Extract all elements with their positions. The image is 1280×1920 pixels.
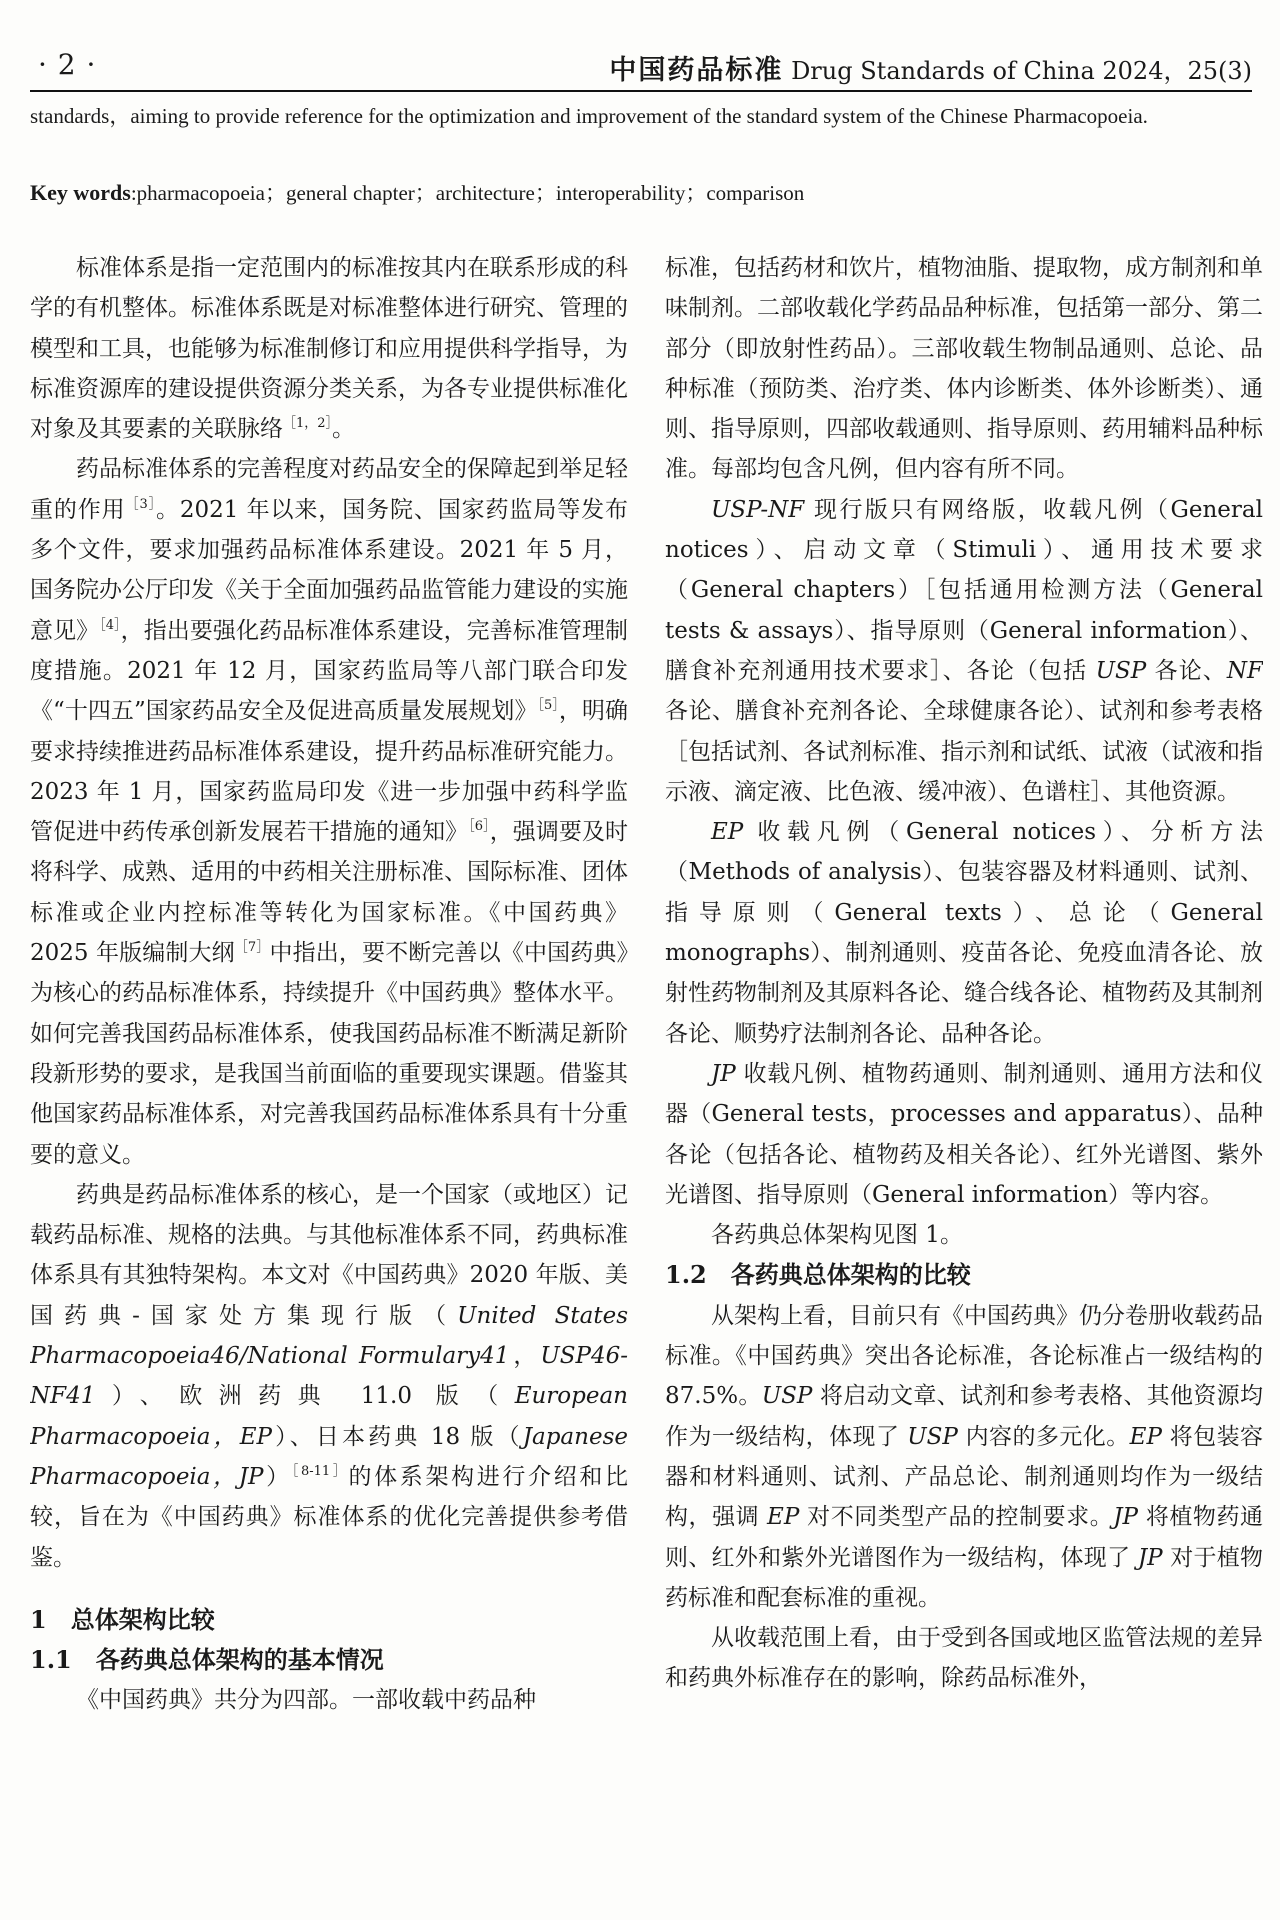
abstract-tail: standards，aiming to provide reference for the optimization and improvement of the standard system of the Chinese Pharmacopoeia. (30, 104, 1148, 128)
citation: ［8-11］ (291, 1463, 349, 1479)
citation: ［1，2］ (283, 416, 333, 432)
paragraph-usp-nf: USP-NF 现行版只有网络版，收载凡例（General notices）、启动文章（Stimuli）、通用技术要求（General chapters）［包括通用检测方法（General tests & assays）、指导原则（General information）、膳食补充剂通用技术要求］、各论（包括 USP 各论、NF 各论、膳食补充剂各论、全球健康各论）、试剂和参考表格［包括试剂、各试剂标准、指示剂和试纸、试液（试液和指示液、滴定液、比色液、缓冲液）、色谱柱］、其他资源。 (665, 496, 1263, 805)
keywords: Key words:pharmacopoeia；general chapter；architecture；interoperability；comparison (30, 180, 805, 205)
citation: ［7］ (234, 940, 270, 956)
section-heading-1-1: 1.1 各药典总体架构的基本情况 (30, 1645, 384, 1675)
journal-title-cn: 中国药品标准 (609, 55, 784, 86)
keywords-text: pharmacopoeia；general chapter；architecture；interoperability；comparison (136, 181, 805, 205)
journal-title-en: Drug Standards of China 2024，25(3) (791, 57, 1252, 85)
paragraph-jp: JP 收载凡例、植物药通则、制剂通则、通用方法和仪器（General tests，processes and apparatus）、品种各论（包括各论、植物药及相关各论）、红外光谱图、紫外光谱图、指导原则（General information）等内容。 (665, 1060, 1263, 1208)
paragraph-scope: 从收载范围上看，由于受到各国或地区监管法规的差异和药典外标准存在的影响，除药品标准外， (665, 1625, 1263, 1692)
section-heading-1: 1 总体架构比较 (30, 1604, 215, 1634)
paragraph-policy: 药品标准体系的完善程度对药品安全的保障起到举足轻重的作用$^{[3]}$。2021 年以来，国务院、国家药监局等发布多个文件，要求加强药品标准体系建设。2021 年 5 月，国务院办公厅印发《关于全面加强药品监管能力建设的实施意见》$^{[4]}$，指出要强化药品标准体系建设，完善标准管理制度措施。2021 年 12 月，国家药监局等八部门联合印发《“十四五”国家药品安全及促进高质量发展规划》$^{[5]}$，明确要求持续推进药品标准体系建设，提升药品标准研究能力。2023 年 1 月，国家药监局印发《进一步加强中药科学监管促进中药传承创新发展若干措施的通知》$^{[6]}$，强调要及时将科学、成熟、适用的中药相关注册标准、国际标准、团体标准或企业内控标准等转化为国家标准。《中国药典》2025 年版编制大纲$^{[7]}$中指出，要不断完善以《中国药典》为核心的药品标准体系，持续提升《中国药典》整体水平。如何完善我国药品标准体系，使我国药品标准不断满足新阶段新形势的要求，是我国当前面临的重要现实课题。借鉴其他国家药品标准体系，对完善我国药品标准体系具有十分重要的意义。 (30, 456, 628, 1168)
page-number: · 2 · (38, 48, 97, 81)
paragraph-standard-system: 标准体系是指一定范围内的标准按其内在联系形成的科学的有机整体。标准体系既是对标准整体进行研究、管理的模型和工具，也能够为标准制修订和应用提供科学指导，为标准资源库的建设提供资源分类关系，为各专业提供标准化对象及其要素的关联脉络$^{[1,2]}$。 (30, 255, 628, 443)
keywords-label: Key words (30, 180, 131, 205)
left-column (30, 248, 628, 1888)
citation: ［5］ (537, 698, 559, 714)
paragraph-architecture-comparison: 从架构上看，目前只有《中国药典》仍分卷册收载药品标准。《中国药典》突出各论标准，各论标准占一级结构的 87.5%。USP 将启动文章、试剂和参考表格、其他资源均作为一级结构，体现了 USP 内容的多元化。EP 将包装容器和材料通则、试剂、产品总论、制剂通则均作为一级结构，强调 EP 对不同类型产品的控制要求。JP 将植物药通则、红外和紫外光谱图作为一级结构，体现了 JP 对于植物药标准和配套标准的重视。 (665, 1302, 1263, 1611)
paragraph-chp-intro: 《中国药典》共分为四部。一部收载中药品种 (76, 1687, 536, 1714)
paragraph-ep: EP 收载凡例（General notices）、分析方法（Methods of analysis）、包装容器及材料通则、试剂、指导原则（General texts）、总论（General monographs）、制剂通则、疫苗各论、免疫血清各论、放射性药物制剂及其原料各论、缝合线各论、植物药及其制剂各论、顺势疗法制剂各论、品种各论。 (665, 819, 1263, 1047)
right-column (665, 248, 1263, 1888)
page-header (30, 46, 1252, 92)
paragraph-figure-ref: 各药典总体架构见图 1。 (711, 1222, 963, 1249)
citation: ［3］ (125, 496, 157, 512)
journal-title (609, 48, 1252, 87)
section-heading-1-2: 1.2 各药典总体架构的比较 (665, 1260, 971, 1290)
citation: ［4］ (99, 617, 121, 633)
citation: ［6］ (468, 819, 490, 835)
paragraph-pharmacopoeia: 药典是药品标准体系的核心，是一个国家（或地区）记载药品标准、规格的法典。与其他标准体系不同，药典标准体系具有其独特架构。本文对《中国药典》2020 年版、美国药典-国家处方集现行版（United States Pharmacopoeia46/National Formulary41，USP46-NF41）、欧洲药典 11.0 版（European Pharmacopoeia，EP）、日本药典 18 版（Japanese Pharmacopoeia，JP）$^{[8-11]}$的体系架构进行介绍和比较，旨在为《中国药典》标准体系的优化完善提供参考借鉴。 (30, 1181, 628, 1571)
paragraph-chp-continued: 标准，包括药材和饮片，植物油脂、提取物，成方制剂和单味制剂。二部收载化学药品品种标准，包括第一部分、第二部分（即放射性药品）。三部收载生物制品通则、总论、品种标准（预防类、治疗类、体内诊断类、体外诊断类）、通则、指导原则，四部收载通则、指导原则、药用辅料品种标准。每部均包含凡例，但内容有所不同。 (665, 255, 1263, 483)
